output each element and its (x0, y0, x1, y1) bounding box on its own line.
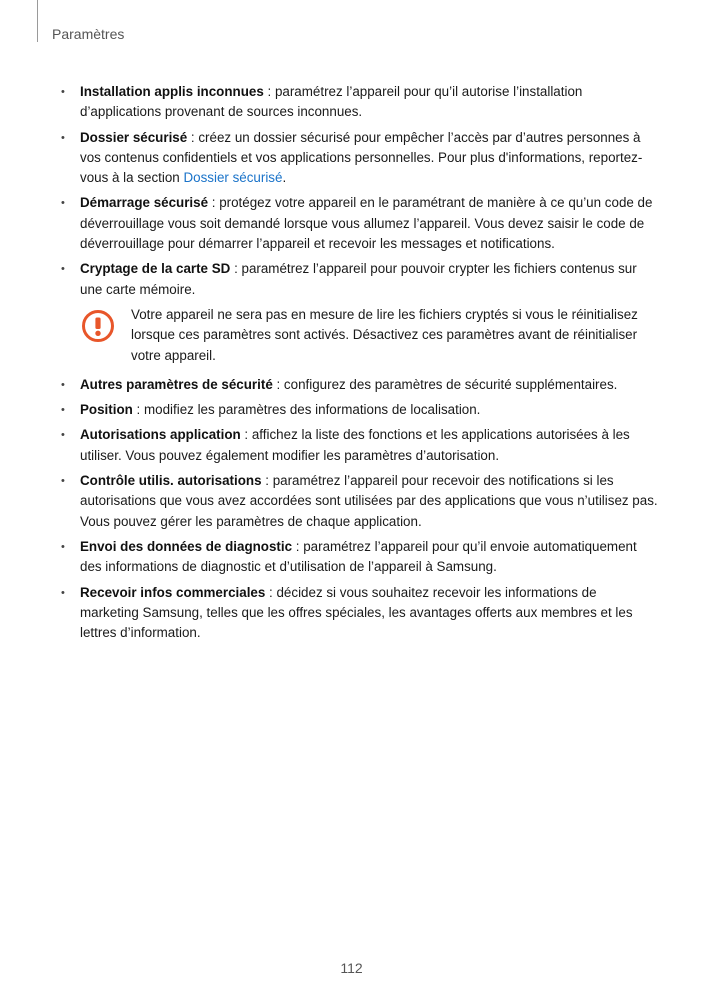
item-text: : configurez des paramètres de sécurité supplémentaires. (272, 376, 618, 392)
bullet-icon: • (61, 378, 65, 391)
section-title: Paramètres (52, 26, 125, 42)
list-item (59, 537, 659, 578)
item-term: Contrôle utilis. autorisations (80, 473, 262, 489)
item-term: Autres paramètres de sécurité (80, 376, 273, 392)
item-term: Cryptage de la carte SD (80, 261, 231, 277)
list-item (59, 400, 659, 420)
item-term: Recevoir infos commerciales (80, 584, 266, 600)
warning-icon (82, 310, 114, 342)
bullet-icon: • (61, 263, 65, 276)
content (59, 82, 659, 648)
list-item (59, 82, 659, 123)
list-item (59, 425, 659, 466)
item-term: Position (80, 402, 133, 418)
bullet-icon: • (61, 429, 65, 442)
page-number: 112 (340, 960, 363, 976)
bullet-icon: • (61, 86, 65, 98)
warning-note (80, 305, 659, 366)
item-term: Dossier sécurisé (80, 129, 188, 145)
item-text: : affichez la liste des fonctions et les applications autorisées à les utiliser. Vous pouvez également modifier les paramètres d’autorisation. (80, 427, 630, 463)
list-item (59, 259, 659, 300)
list-item (59, 375, 659, 395)
list-item (59, 128, 659, 189)
item-term: Démarrage sécurisé (80, 195, 209, 211)
list-item (59, 193, 659, 254)
bullet-icon: • (61, 197, 65, 210)
bullet-icon: • (61, 475, 65, 488)
item-text: : décidez si vous souhaitez recevoir les informations de marketing Samsung, telles que les offres spéciales, les avantages offerts aux membres et les lettres d’information. (80, 584, 633, 641)
item-term: Autorisations application (80, 427, 241, 443)
header-rule (37, 0, 38, 42)
note-text: Votre appareil ne sera pas en mesure de lire les fichiers cryptés si vous le réinitialisez lorsque ces paramètres sont activés. Désactivez ces paramètres avant de réinitialiser votre appareil. (131, 306, 638, 363)
item-text: : paramétrez l’appareil pour qu’il autorise l’installation d’applications provenant de sources inconnues. (80, 84, 583, 120)
item-text: : protégez votre appareil en le paramétrant de manière à ce qu’un code de déverrouillage vous soit demandé lorsque vous allumez l’appareil. Vous devez saisir le code de déverrouillage pour démarrer l’appareil et recevoir les messages et notifications. (80, 195, 653, 252)
item-text: : paramétrez l’appareil pour recevoir des notifications si les autorisations que vous avez accordées sont utilisées par des applications que vous n’utilisez pas. Vous pouvez gérer les paramètres de chaque application. (80, 473, 658, 529)
bullet-icon: • (61, 131, 65, 144)
bullet-icon: • (61, 404, 65, 417)
item-term: Envoi des données de diagnostic (80, 538, 293, 554)
bullet-icon: • (61, 586, 65, 599)
bullet-icon: • (61, 540, 65, 553)
item-term: Installation applis inconnues (80, 84, 264, 99)
item-text: : créez un dossier sécurisé pour empêcher l’accès par d’autres personnes à vos contenus confidentiels et vos applications personnelles. Pour plus d'informations, reportez-vous à la section (80, 129, 643, 186)
item-text: : modifiez les paramètres des informations de localisation. (132, 402, 481, 418)
list-item (59, 471, 659, 532)
item-text: : paramétrez l’appareil pour pouvoir crypter les fichiers contenus sur une carte mémoire. (80, 261, 637, 297)
item-text-end: . (282, 170, 287, 186)
item-text: : paramétrez l’appareil pour qu’il envoie automatiquement des informations de diagnostic et d’utilisation de l’appareil à Samsung. (80, 538, 637, 575)
list-item (59, 583, 659, 644)
dossier-securise-link[interactable]: Dossier sécurisé (183, 170, 283, 186)
